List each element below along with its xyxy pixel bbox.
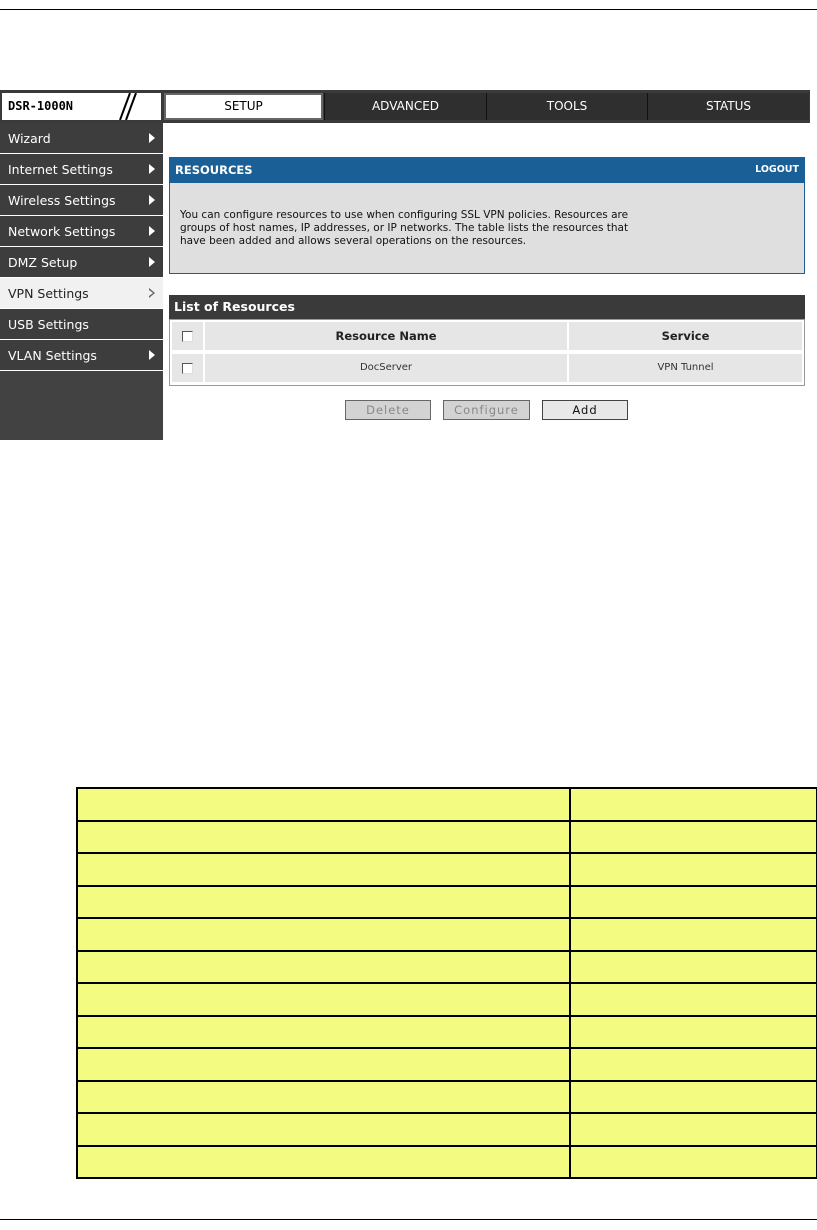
table-cell <box>570 1048 817 1081</box>
table-cell <box>77 821 570 854</box>
arrow-right-icon <box>149 164 155 174</box>
page-title: RESOURCES <box>175 163 253 177</box>
table-row <box>77 918 817 951</box>
column-header-resource-name: Resource Name <box>205 322 567 350</box>
table-cell <box>570 886 817 919</box>
table-row <box>77 1146 817 1179</box>
tab-setup[interactable]: SETUP <box>164 93 323 120</box>
table-header-row <box>170 320 804 350</box>
table-row <box>77 788 817 821</box>
sidebar-item-usb-settings[interactable] <box>0 309 163 340</box>
model-label <box>2 93 161 120</box>
table-cell <box>77 853 570 886</box>
table-row <box>77 886 817 919</box>
table-row <box>77 1113 817 1146</box>
resources-panel-header <box>169 157 805 183</box>
sidebar-item-wireless-settings[interactable] <box>0 185 163 216</box>
sidebar-item-label: DMZ Setup <box>8 255 78 270</box>
table-cell <box>77 1081 570 1114</box>
column-header-service: Service <box>569 322 802 350</box>
sidebar-item-vpn-settings[interactable] <box>0 278 163 309</box>
table-cell <box>570 1146 817 1179</box>
sidebar-item-internet-settings[interactable] <box>0 154 163 185</box>
table-row <box>77 1016 817 1049</box>
tab-tools[interactable]: TOOLS <box>486 93 647 120</box>
sidebar-item-label: Network Settings <box>8 224 116 239</box>
arrow-right-hollow-icon <box>149 288 155 298</box>
table-row <box>77 1081 817 1114</box>
configure-button[interactable]: Configure <box>443 400 530 420</box>
select-all-cell <box>172 322 203 350</box>
table-cell <box>570 951 817 984</box>
table-cell <box>77 1048 570 1081</box>
brand-slashes-icon <box>106 93 146 120</box>
document-table <box>76 787 817 1179</box>
arrow-right-icon <box>149 257 155 267</box>
sidebar-item-label: USB Settings <box>8 317 89 332</box>
add-button[interactable]: Add <box>542 400 628 420</box>
arrow-right-icon <box>149 350 155 360</box>
table-row <box>77 983 817 1016</box>
table-cell <box>77 1016 570 1049</box>
table-cell <box>570 853 817 886</box>
delete-button[interactable]: Delete <box>345 400 431 420</box>
table-cell <box>570 1016 817 1049</box>
resource-name-cell: DocServer <box>205 354 567 382</box>
table-cell <box>77 1113 570 1146</box>
sidebar-item-label: VLAN Settings <box>8 348 97 363</box>
table-cell <box>570 1113 817 1146</box>
resources-panel-body <box>169 183 805 274</box>
table-cell <box>77 1146 570 1179</box>
table-cell <box>570 918 817 951</box>
table-row[interactable] <box>170 352 804 382</box>
table-row <box>77 821 817 854</box>
tab-advanced[interactable]: ADVANCED <box>324 93 486 120</box>
sidebar-item-label: Internet Settings <box>8 162 113 177</box>
sidebar-item-label: Wireless Settings <box>8 193 116 208</box>
table-cell <box>570 1081 817 1114</box>
row-checkbox[interactable] <box>182 363 193 374</box>
router-ui-screenshot <box>0 90 810 440</box>
select-all-checkbox[interactable] <box>182 331 193 342</box>
table-row <box>77 853 817 886</box>
arrow-right-icon <box>149 195 155 205</box>
resources-table <box>169 319 805 386</box>
page-header-rule <box>0 9 817 10</box>
table-cell <box>77 951 570 984</box>
page-footer-rule <box>0 1219 817 1220</box>
service-cell: VPN Tunnel <box>569 354 802 382</box>
row-select-cell <box>172 354 203 382</box>
table-cell <box>570 788 817 821</box>
table-cell <box>77 788 570 821</box>
model-name: DSR-1000N <box>8 99 74 113</box>
sidebar-item-vlan-settings[interactable] <box>0 340 163 371</box>
sidebar <box>0 123 163 440</box>
sidebar-item-label: Wizard <box>8 131 51 146</box>
table-cell <box>77 918 570 951</box>
tab-status[interactable]: STATUS <box>647 93 809 120</box>
table-cell <box>570 983 817 1016</box>
table-cell <box>77 886 570 919</box>
sidebar-item-label: VPN Settings <box>8 286 89 301</box>
arrow-right-icon <box>149 133 155 143</box>
sidebar-item-network-settings[interactable] <box>0 216 163 247</box>
table-cell <box>570 821 817 854</box>
logout-link[interactable]: LOGOUT <box>755 164 799 175</box>
table-cell <box>77 983 570 1016</box>
resources-description: You can configure resources to use when configuring SSL VPN policies. Resources are groups of host names, IP addresses, or IP networks. The table lists the resources that have been added and allows several operations on the resources. <box>180 209 629 247</box>
table-row <box>77 1048 817 1081</box>
sidebar-item-dmz-setup[interactable] <box>0 247 163 278</box>
list-of-resources-header: List of Resources <box>169 295 805 319</box>
arrow-right-icon <box>149 226 155 236</box>
table-row <box>77 951 817 984</box>
sidebar-item-wizard[interactable] <box>0 123 163 154</box>
top-navigation-bar <box>0 90 810 123</box>
